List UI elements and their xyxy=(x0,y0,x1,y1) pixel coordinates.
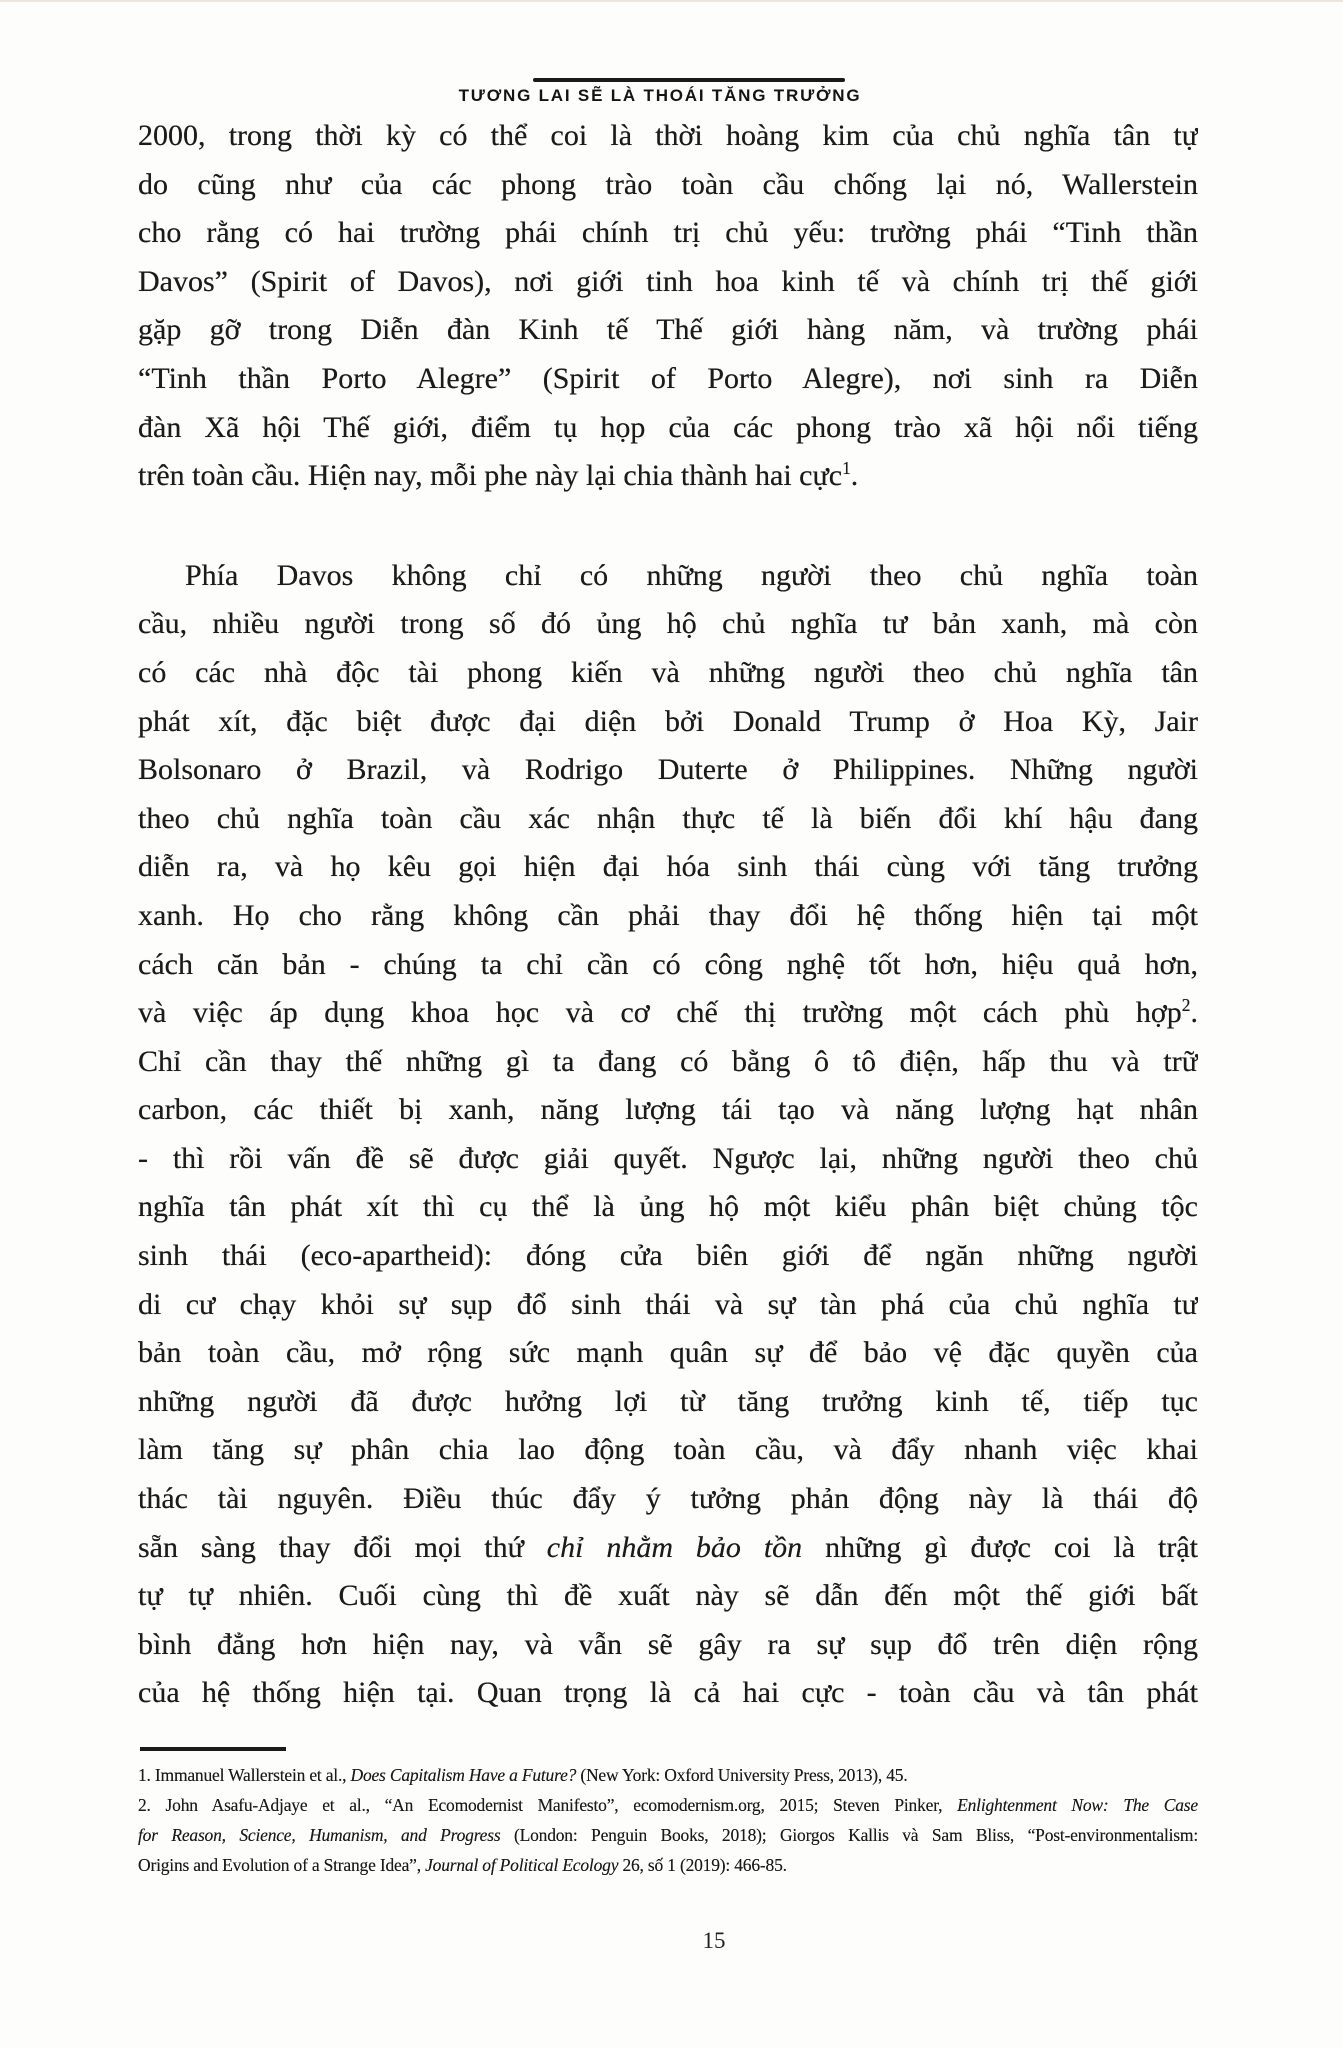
text-line: tự tự nhiên. Cuối cùng thì đề xuất này sẽ dẫn đến một thế giới bất xyxy=(138,1579,1198,1613)
footnote-line: Origins and Evolution of a Strange Idea”, Journal of Political Ecology 26, số 1 (2019): 466-85. xyxy=(138,1855,787,1875)
paragraph xyxy=(138,112,1198,501)
text-line: sinh thái (eco-apartheid): đóng cửa biên giới để ngăn những người xyxy=(138,1239,1198,1273)
footnotes xyxy=(138,1760,1198,1880)
text-line: sẵn sàng thay đổi mọi thứ chỉ nhằm bảo tồn những gì được coi là trật xyxy=(138,1530,1198,1564)
text-line: những người đã được hưởng lợi từ tăng trưởng kinh tế, tiếp tục xyxy=(138,1384,1198,1418)
text-line: đàn Xã hội Thế giới, điểm tụ họp của các phong trào xã hội nổi tiếng xyxy=(138,410,1198,444)
text-line: cho rằng có hai trường phái chính trị chủ yếu: trường phái “Tinh thần xyxy=(138,216,1198,250)
text-line: Bolsonaro ở Brazil, và Rodrigo Duterte ở Philippines. Những người xyxy=(138,753,1198,787)
footnote-line: 1. Immanuel Wallerstein et al., Does Capitalism Have a Future? (New York: Oxford University Press, 2013), 45. xyxy=(138,1765,908,1785)
page-number: 15 xyxy=(702,1928,726,1953)
text-line: - thì rồi vấn đề sẽ được giải quyết. Ngược lại, những người theo chủ xyxy=(138,1141,1198,1175)
header-rule xyxy=(533,78,845,82)
text-line: trên toàn cầu. Hiện nay, mỗi phe này lại chia thành hai cực$^1$. xyxy=(138,458,859,493)
text-line: thác tài nguyên. Điều thúc đẩy ý tưởng phản động này là thái độ xyxy=(138,1482,1198,1516)
text-line: theo chủ nghĩa toàn cầu xác nhận thực tế là biến đổi khí hậu đang xyxy=(138,801,1198,835)
text-line: “Tinh thần Porto Alegre” (Spirit of Porto Alegre), nơi sinh ra Diễn xyxy=(138,361,1198,395)
text-line: nghĩa tân phát xít thì cụ thể là ủng hộ một kiểu phân biệt chủng tộc xyxy=(138,1190,1198,1224)
text-line: của hệ thống hiện tại. Quan trọng là cả hai cực - toàn cầu và tân phát xyxy=(138,1676,1198,1710)
text-line: cầu, nhiều người trong số đó ủng hộ chủ nghĩa tư bản xanh, mà còn xyxy=(138,607,1198,641)
text-line: 2000, trong thời kỳ có thể coi là thời hoàng kim của chủ nghĩa tân tự xyxy=(138,119,1198,152)
text-line: diễn ra, và họ kêu gọi hiện đại hóa sinh thái cùng với tăng trưởng xyxy=(138,850,1198,884)
text-line: xanh. Họ cho rằng không cần phải thay đổi hệ thống hiện tại một xyxy=(138,898,1198,932)
text-line: và việc áp dụng khoa học và cơ chế thị trường một cách phù hợp$^2$. xyxy=(138,995,1198,1030)
text-line: cách căn bản - chúng ta chỉ cần có công nghệ tốt hơn, hiệu quả hơn, xyxy=(138,947,1198,981)
text-line: phát xít, đặc biệt được đại diện bởi Donald Trump ở Hoa Kỳ, Jair xyxy=(138,704,1198,738)
footnote-line: 2. John Asafu-Adjaye et al., “An Ecomodernist Manifesto”, ecomodernism.org, 2015; Steven Pinker, Enlightenment Now: The Case xyxy=(138,1795,1198,1815)
text-line: Davos” (Spirit of Davos), nơi giới tinh hoa kinh tế và chính trị thế giới xyxy=(138,264,1198,298)
text-line: bản toàn cầu, mở rộng sức mạnh quân sự để bảo vệ đặc quyền của xyxy=(138,1336,1198,1370)
body-text xyxy=(138,112,1198,1718)
paragraph xyxy=(138,552,1198,1718)
text-line: carbon, các thiết bị xanh, năng lượng tái tạo và năng lượng hạt nhân xyxy=(138,1093,1198,1127)
text-line: bình đẳng hơn hiện nay, và vẫn sẽ gây ra sự sụp đổ trên diện rộng xyxy=(138,1627,1198,1661)
text-line: di cư chạy khỏi sự sụp đổ sinh thái và sự tàn phá của chủ nghĩa tư xyxy=(138,1287,1198,1321)
text-line: làm tăng sự phân chia lao động toàn cầu, và đẩy nhanh việc khai xyxy=(138,1433,1198,1467)
running-header-title: TƯƠNG LAI SẼ LÀ THOÁI TĂNG TRƯỞNG xyxy=(458,86,862,105)
text-line: Chỉ cần thay thế những gì ta đang có bằng ô tô điện, hấp thu và trữ xyxy=(138,1044,1198,1078)
text-line: có các nhà độc tài phong kiến và những người theo chủ nghĩa tân xyxy=(138,655,1198,689)
text-line: gặp gỡ trong Diễn đàn Kinh tế Thế giới hàng năm, và trường phái xyxy=(138,313,1198,347)
footnote-line: for Reason, Science, Humanism, and Progress (London: Penguin Books, 2018); Giorgos Kallis và Sam Bliss, “Post-environmentalism: xyxy=(138,1825,1198,1845)
footnote-separator-rule xyxy=(140,1747,286,1751)
text-line: do cũng như của các phong trào toàn cầu chống lại nó, Wallerstein xyxy=(138,167,1198,201)
text-line: Phía Davos không chỉ có những người theo chủ nghĩa toàn xyxy=(185,558,1198,592)
